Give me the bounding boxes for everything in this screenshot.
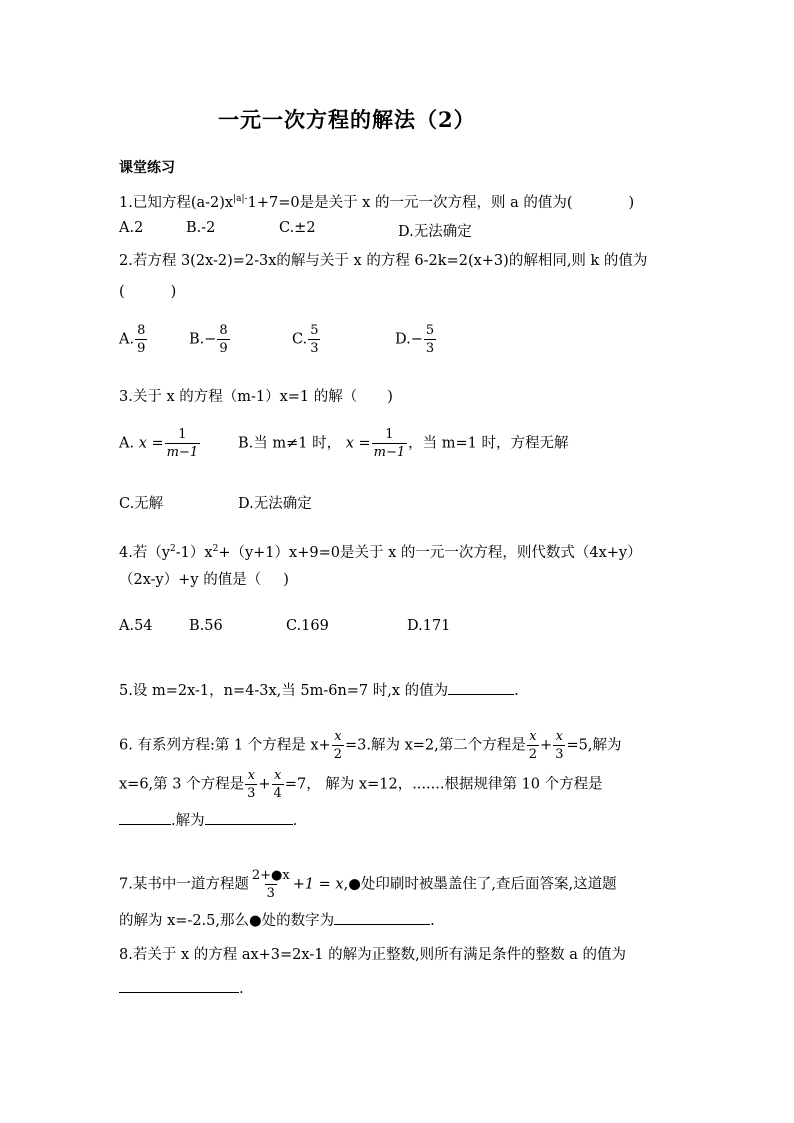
q2-option-a-label: A. <box>119 331 135 348</box>
q2-option-b-sign: − <box>204 331 217 348</box>
q2-close-paren: ) <box>170 284 177 300</box>
q6-frac-x4: $\frac{x}{4}$ <box>273 768 282 801</box>
q6-line-3 <box>119 810 297 831</box>
q2-option-a-fraction: $\frac{8}{9}$ <box>137 323 146 356</box>
q2-option-d-fraction: $\frac{5}{3}$ <box>425 323 435 356</box>
q1-close-paren: ) <box>628 194 635 211</box>
q4-sup-x: 2 <box>212 544 219 554</box>
question-2: 2.若方程 3(2x-2)=2-3x的解与关于 x 的方程 6-2k=2(x+3)的解相同,则 k 的值为 <box>119 253 648 269</box>
q4-close-paren: ) <box>283 572 289 588</box>
q1-exponent: |a|- <box>233 194 248 204</box>
q6-plus-2: + <box>258 776 271 793</box>
q6-blank-solution <box>205 810 293 825</box>
q3-stem: 3.关于 x 的方程（m-1）x=1 的解（ <box>119 389 358 405</box>
q7-text-2: 的解为 x=-2.5,那么●处的数字为 <box>119 913 335 929</box>
page-title: 一元一次方程的解法（2） <box>218 107 476 132</box>
q4-option-d: D.171 <box>407 618 451 634</box>
q6-blank-equation <box>119 810 171 825</box>
question-3 <box>119 387 393 407</box>
q6-frac-x3: $\frac{x}{3}$ <box>555 729 564 762</box>
q3-option-b <box>238 428 569 459</box>
q6-end: . <box>292 813 298 829</box>
q7-answer-blank <box>334 910 430 925</box>
q1-option-a: A.2 <box>119 220 144 236</box>
q5-end: . <box>514 683 519 699</box>
q2-option-d <box>395 324 437 355</box>
q5-answer-blank <box>448 680 514 695</box>
q2-answer-paren <box>119 282 176 302</box>
question-7 <box>119 869 617 900</box>
q1-text-pre: 1.已知方程(a-2)x <box>119 194 234 211</box>
q6-text-2: =3.解为 x=2,第二个方程是 <box>345 737 526 754</box>
q8-end: . <box>239 981 244 997</box>
q3-option-b-x: x = <box>345 435 371 452</box>
q1-option-d: D.无法确定 <box>398 224 472 240</box>
section-heading: 课堂练习 <box>119 160 175 176</box>
q2-option-b-fraction: $\frac{8}{9}$ <box>219 323 228 356</box>
q4-text-c: +（y+1）x+9=0是关于 x 的一元一次方程，则代数式（4x+y） <box>218 544 642 561</box>
q6-frac-x3b: $\frac{x}{3}$ <box>247 768 256 801</box>
q3-option-d: D.无法确定 <box>238 496 312 512</box>
question-8: 8.若关于 x 的方程 ax+3=2x-1 的解为正整数,则所有满足条件的整数 a 的值为 <box>119 947 627 963</box>
q7-end: . <box>430 913 435 929</box>
q5-text: 5.设 m=2x-1，n=4-3x,当 5m-6n=7 时,x 的值为 <box>119 683 449 699</box>
q3-option-a-x: x = <box>138 435 164 452</box>
q6-text-3: =5,解为 <box>566 737 622 754</box>
q4-line-2 <box>119 570 289 590</box>
q6-plus-1: + <box>540 737 553 754</box>
q7-text-pre: 7.某书中一道方程题 <box>119 876 249 893</box>
q4-line2-text: （2x-y）+y 的值是（ <box>119 572 262 588</box>
q6-text-6: .解为 <box>171 813 205 829</box>
q7-equation-rest: +1 = x <box>292 876 344 893</box>
q2-option-c <box>292 324 321 355</box>
q2-option-c-label: C. <box>292 331 308 348</box>
q6-text-1: 6. 有系列方程:第 1 个方程是 x+ <box>119 737 331 754</box>
q2-option-d-sign: − <box>410 331 423 348</box>
q6-frac-x2: $\frac{x}{2}$ <box>333 729 342 762</box>
q8-answer-blank <box>119 978 239 993</box>
q7-fraction: $\frac{2+●x}{3}$ <box>251 868 290 901</box>
q3-option-c: C.无解 <box>119 496 164 512</box>
q1-text-post: 1+7=0是是关于 x 的一元一次方程，则 a 的值为( <box>247 194 573 211</box>
q2-open-paren: ( <box>119 284 125 300</box>
q1-option-b: B.-2 <box>186 220 216 236</box>
q6-line-2 <box>119 769 603 800</box>
q3-option-a-fraction: $\frac{1}{m-1}$ <box>166 427 199 460</box>
q3-option-b-fraction: $\frac{1}{m-1}$ <box>373 427 406 460</box>
q2-option-a <box>119 324 148 355</box>
q2-option-c-fraction: $\frac{5}{3}$ <box>310 323 319 356</box>
q3-close-paren: ) <box>387 389 393 405</box>
q3-option-a-label: A. <box>119 435 135 452</box>
q6-text-4: x=6,第 3 个方程是 <box>119 776 245 793</box>
q3-option-b-pre: B.当 m≠1 时， <box>238 435 342 452</box>
q6-frac-x2b: $\frac{x}{2}$ <box>528 729 538 762</box>
q7-text-post: ,●处印刷时被墨盖住了,查后面答案,这道题 <box>343 876 617 893</box>
question-6 <box>119 730 621 761</box>
q6-text-5: =7， 解为 x=12，.......根据规律第 10 个方程是 <box>284 776 603 793</box>
q2-option-b-label: B. <box>189 331 205 348</box>
q3-option-b-post: ，当 m=1 时，方程无解 <box>408 435 569 452</box>
question-5 <box>119 680 519 701</box>
q2-option-b <box>189 324 231 355</box>
q4-option-a: A.54 <box>119 618 153 634</box>
q2-option-d-label: D. <box>395 331 411 348</box>
q4-text-b: -1）x <box>175 544 213 561</box>
q4-option-c: C.169 <box>286 618 329 634</box>
q7-line-2 <box>119 910 435 931</box>
question-4 <box>119 539 642 563</box>
q4-sup-y: 2 <box>170 544 176 554</box>
question-1 <box>119 189 634 213</box>
q3-option-a <box>119 428 201 459</box>
q4-option-b: B.56 <box>189 618 223 634</box>
q8-line-2 <box>119 978 244 999</box>
q1-option-c: C.±2 <box>279 220 316 236</box>
q4-text-a: 4.若（y <box>119 544 171 561</box>
